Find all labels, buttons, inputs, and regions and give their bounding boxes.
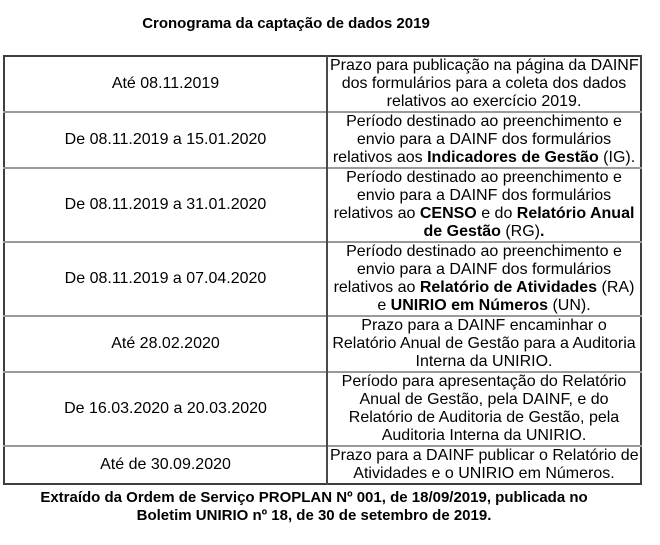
period-cell: De 08.11.2019 a 31.01.2020 [4, 168, 327, 242]
period-cell: De 08.11.2019 a 07.04.2020 [4, 242, 327, 316]
description-cell: Prazo para publicação na página da DAINF dos formulários para a coleta dos dados relativos ao exercício 2019. [330, 57, 639, 110]
description-cell: Período destinado ao preenchimento e envio para a DAINF dos formulários relativos ao Relatório de Atividades (RA) e UNIRIO em Números (UN). [327, 242, 641, 316]
table-row [4, 372, 641, 446]
period-cell: De 08.11.2019 a 15.01.2020 [4, 112, 327, 168]
schedule-table [3, 55, 642, 485]
source-note [5, 489, 623, 525]
table-row [4, 316, 641, 372]
description-cell: Prazo para a DAINF encaminhar o Relatório Anual de Gestão para a Auditoria Interna da UNIRIO. [327, 316, 641, 372]
description-cell: Período destinado ao preenchimento e envio para a DAINF dos formulários relativos ao CENSO e do Relatório Anual de Gestão (RG). [327, 168, 641, 242]
description-cell: Período destinado ao preenchimento e envio para a DAINF dos formulários relativos aos Indicadores de Gestão (IG). [327, 112, 641, 168]
schedule-table-body [4, 56, 641, 484]
page-title: Cronograma da captação de dados 2019 [142, 15, 430, 32]
table-row [4, 242, 641, 316]
table-row [4, 168, 641, 242]
period-cell: Até de 30.09.2020 [4, 446, 327, 484]
period-cell: Até 28.02.2020 [4, 316, 327, 372]
table-row [4, 112, 641, 168]
source-note-line: Boletim UNIRIO nº 18, de 30 de setembro de 2019. [136, 507, 492, 524]
source-note-line: Extraído da Ordem de Serviço PROPLAN Nº 001, de 18/09/2019, publicada no [40, 489, 588, 506]
description-cell: Prazo para a DAINF publicar o Relatório de Atividades e o UNIRIO em Números. [327, 446, 641, 484]
period-cell: De 16.03.2020 a 20.03.2020 [4, 372, 327, 446]
description-cell: Período para apresentação do Relatório Anual de Gestão, pela DAINF, e do Relatório de Auditoria de Gestão, pela Auditoria Interna da UNIRIO. [327, 372, 641, 446]
period-cell: Até 08.11.2019 [4, 56, 327, 112]
table-row [4, 56, 641, 112]
table-row [4, 446, 641, 484]
